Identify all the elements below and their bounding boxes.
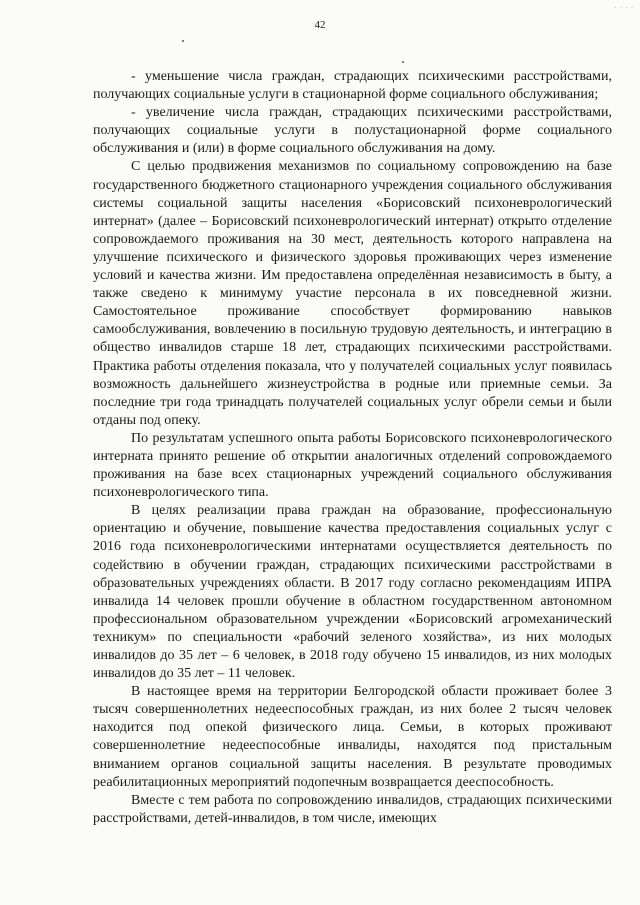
body-text [93, 68, 612, 828]
paragraph: - увеличение числа граждан, страдающих психическими расстройствами, получающих социальные услуги в полустационарной форме социального обслуживания и (или) в форме социального обслуживания на дому. [93, 105, 612, 157]
paragraph: - уменьшение числа граждан, страдающих психическими расстройствами, получающих социальные услуги в стационарной форме социального обслуживания; [93, 69, 612, 103]
page-number: 42 [314, 19, 326, 31]
paragraph: В целях реализации права граждан на образование, профессиональную ориентацию и обучение, повышение качества предоставления социальных услуг с 2016 года психоневрологическими интернатами осуществляется деятельность по содействию в обучении граждан, страдающих психическими расстройствами в образовательных учреждениях области. В 2017 году согласно рекомендациям ИПРА инвалида 14 человек прошли обучение в областном государственном автономном профессиональном образовательном учреждении «Борисовский агромеханический техникум» по специальности «рабочий зеленого хозяйства», из них молодых инвалидов до 35 лет – 6 человек, в 2018 году обучено 15 инвалидов, из них молодых инвалидов до 35 лет – 11 человек. [93, 503, 612, 682]
paragraph: С целью продвижения механизмов по социальному сопровождению на базе государственного бюджетного стационарного учреждения социального обслуживания системы социальной защиты населения «Борисовский психоневрологический интернат» (далее – Борисовский психоневрологический интернат) открыто отделение сопровождаемого проживания на 30 мест, деятельность которого направлена на улучшение психического и физического здоровья проживающих через изменение условий и качества жизни. Им предоставлена определённая независимость в быту, а также сведено к минимуму участие персонала в их повседневной жизни. Самостоятельное проживание способствует формированию навыков самообслуживания, вовлечению в посильную трудовую деятельность, и интеграцию в общество инвалидов старше 18 лет, страдающих психическими расстройствами. Практика работы отделения показала, что у получателей социальных услуг появилась возможность дальнейшего жизнеустройства в родные или приемные семьи. За последние три года тринадцать получателей социальных услуг обрели семьи и были отданы под опеку. [93, 159, 612, 428]
scan-corner-mark: . . . . [614, 2, 634, 10]
paragraph: В настоящее время на территории Белгородской области проживает более 3 тысяч совершеннолетних недееспособных граждан, из них более 2 тысяч человек находится под опекой физического лица. Семьи, в которых проживают совершеннолетние недееспособные инвалиды, находятся под пристальным вниманием органов социальной защиты населения. В результате проводимых реабилитационных мероприятий подопечным возвращается дееспособность. [93, 684, 612, 790]
paragraph: Вместе с тем работа по сопровождению инвалидов, страдающих психическими расстройствами, детей-инвалидов, в том числе, имеющих [93, 792, 612, 826]
scan-speck [182, 40, 184, 42]
paragraph: По результатам успешного опыта работы Борисовского психоневрологического интерната принято решение об открытии аналогичных отделений сопровождаемого проживания на базе всех стационарных учреждений социального обслуживания психоневрологического типа. [93, 430, 612, 501]
scan-speck [402, 61, 404, 63]
